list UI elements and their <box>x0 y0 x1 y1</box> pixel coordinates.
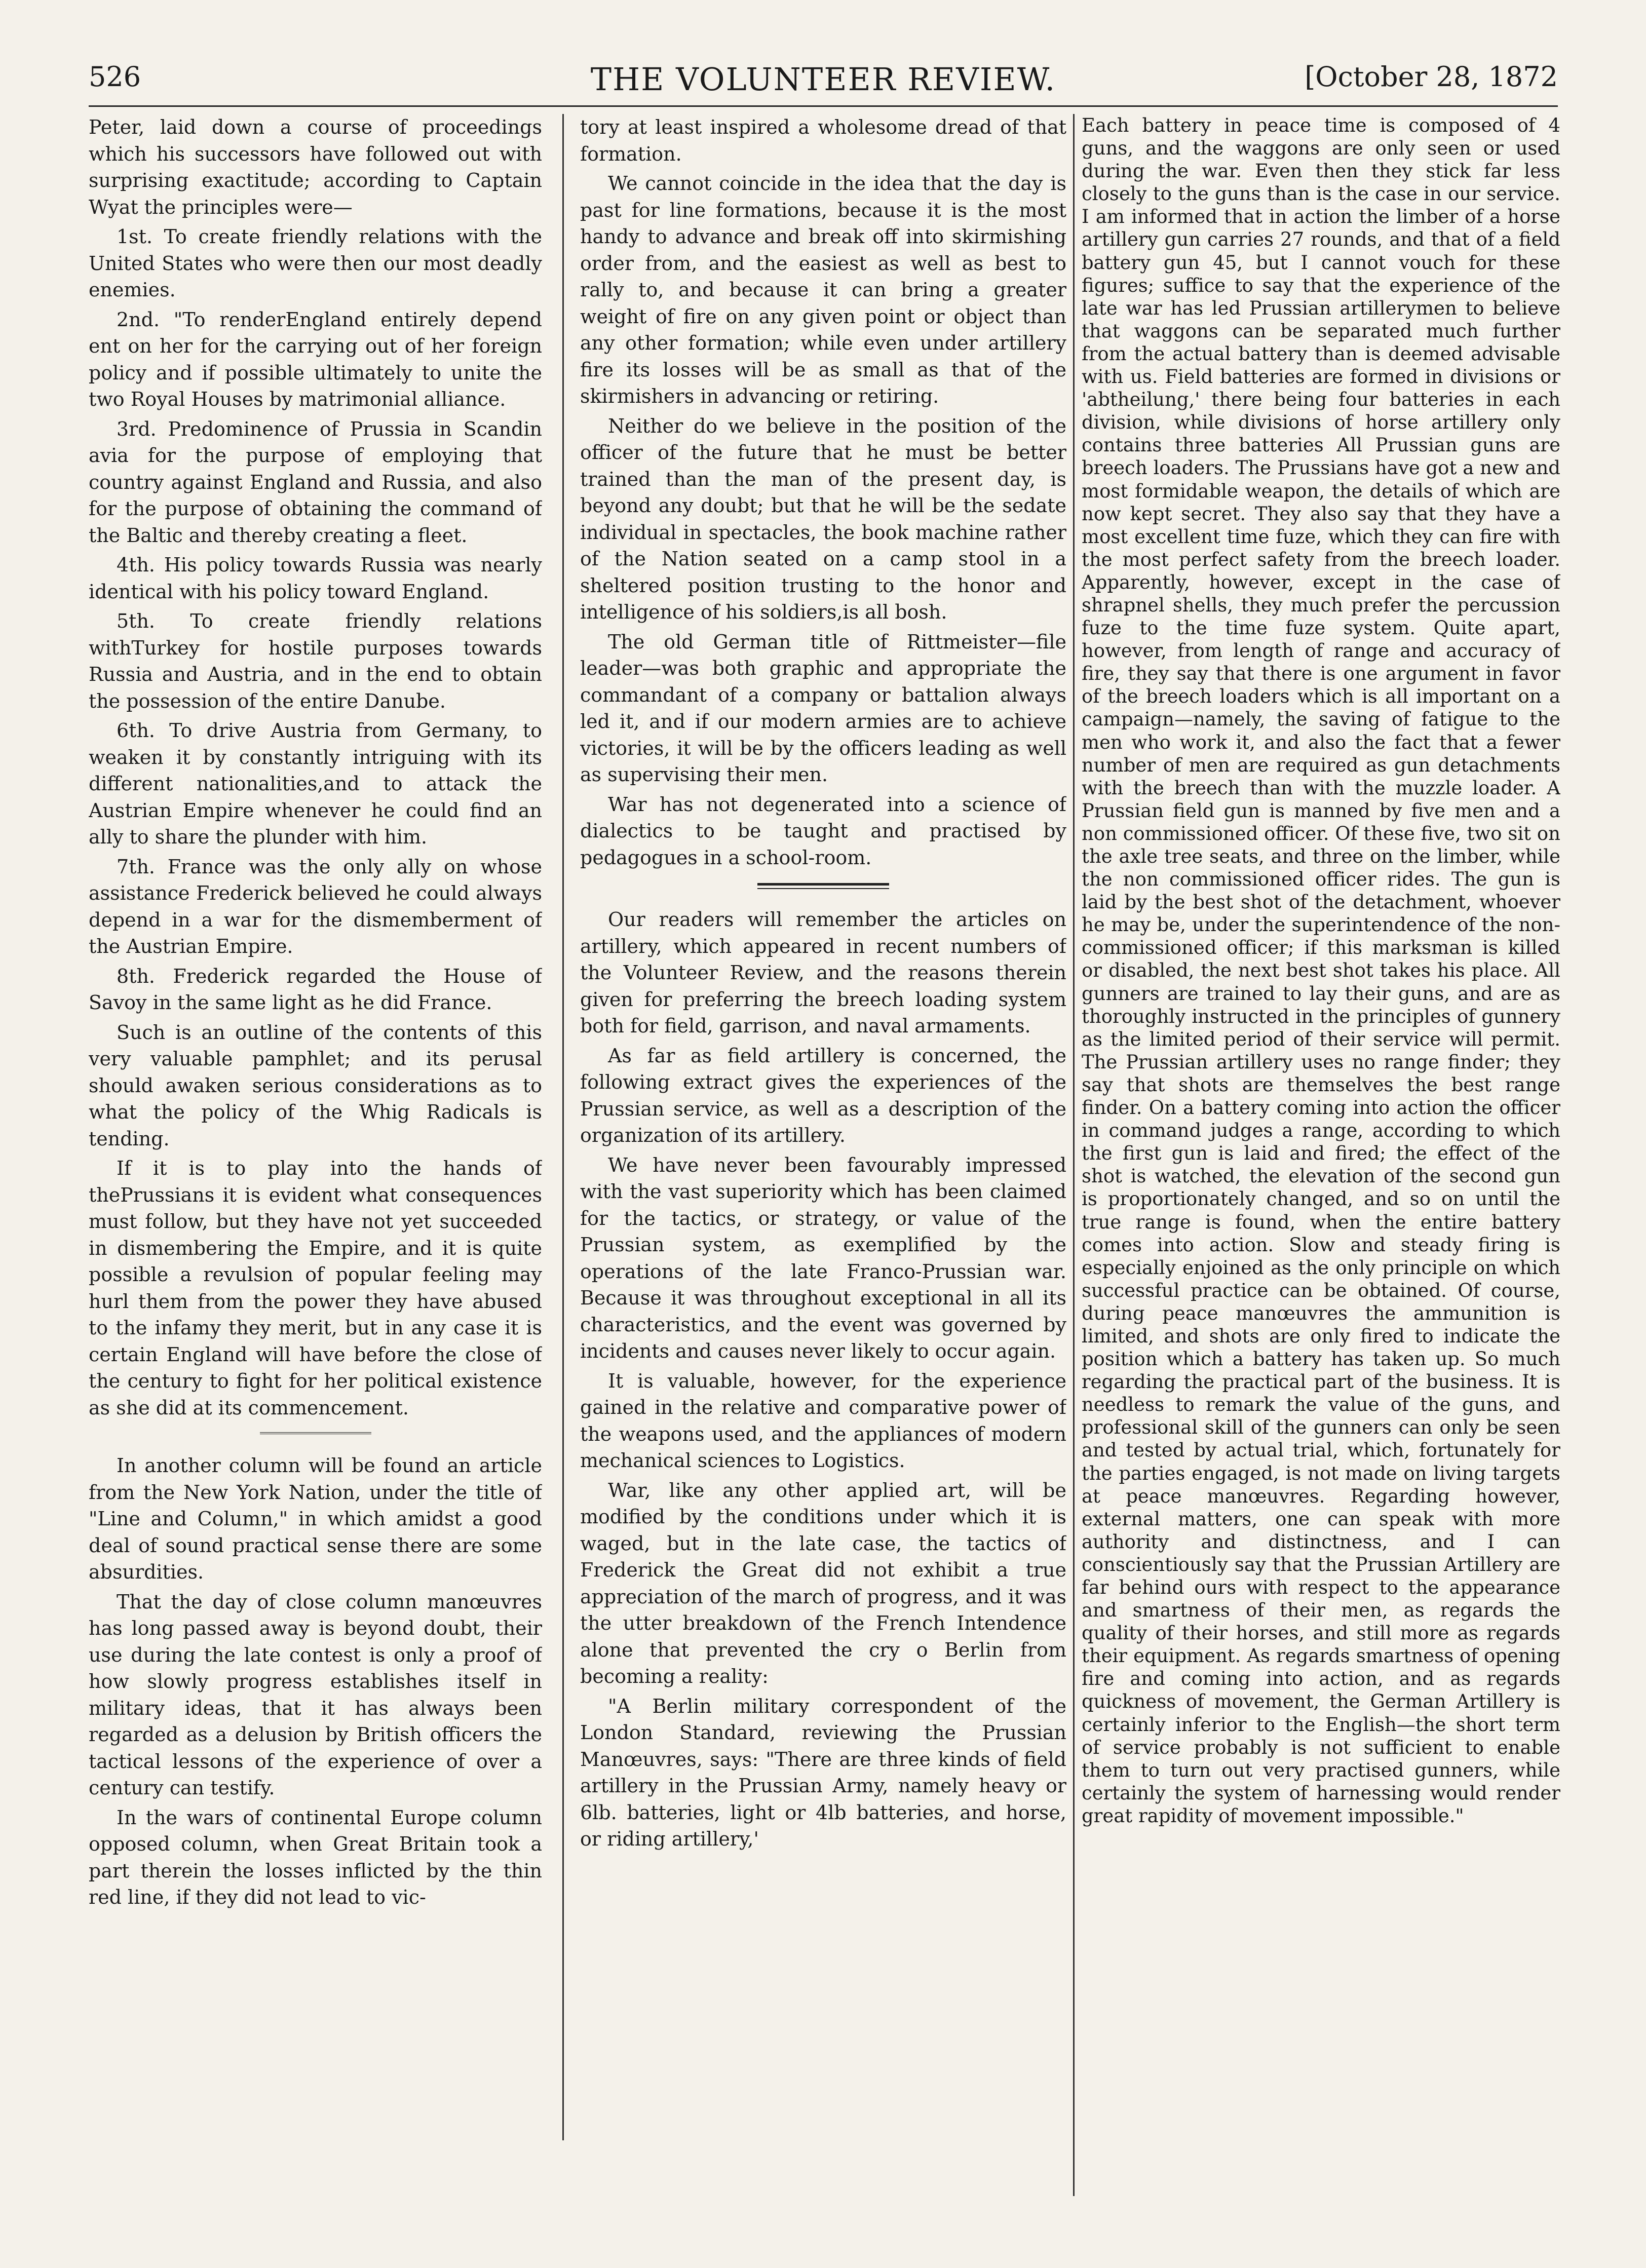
paragraph: War, like any other applied art, will be modified by the conditions under which it is waged, but in the late case, the tactics of Frederick the Great did not exhibit a true appreciation of the march of progress, and it was the utter breakdown of the French Intendence alone that prevented the cry o Berlin from becoming a reality: <box>580 1479 1066 1687</box>
header-rule <box>89 105 1558 107</box>
paragraph: It is valuable, however, for the experience gained in the relative and comparative power of the weapons used, and the appliances of modern mechanical sciences to Logistics. <box>580 1369 1066 1472</box>
column-divider-2 <box>1073 114 1075 2196</box>
paragraph: As far as field artillery is concerned, the following extract gives the experiences of the Prussian service, as well as a description of the organization of its artillery. <box>580 1044 1066 1146</box>
column-divider-1 <box>562 114 564 2140</box>
section-separator <box>260 1432 371 1437</box>
paragraph: Neither do we believe in the position of the officer of the future that he must be better trained than the man of the present day, is beyond any doubt; but that he will be the sedate individual in spectacles, the book machine rather of the Nation seated on a camp stool in a sheltered position trusting to the honor and intelligence of his soldiers,is all bosh. <box>580 414 1066 623</box>
paragraph: Such is an outline of the contents of this very valuable pamphlet; and its perusal should awaken serious considerations as to what the policy of the Whig Radicals is tending. <box>89 1021 542 1150</box>
paragraph: In another column will be found an article from the New York Nation, under the title of "Line and Column," in which amidst a good deal of sound practical sense there are some absurdities. <box>89 1454 542 1583</box>
paragraph: War has not degenerated into a science of dialectics to be taught and practised by pedagogues in a school-room. <box>580 793 1066 869</box>
paragraph: That the day of close column manœuvres has long passed away is beyond doubt, their use during the late contest is only a proof of how slowly progress establishes itself in military ideas, that it has always been regarded as a delusion by British officers the tactical lessons of the experience of over a century can testify. <box>89 1590 542 1799</box>
paragraph: We have never been favourably impressed with the vast superiority which has been claimed for the tactics, or strategy, or value of the Prussian system, as exemplified by the operations of the late Franco-Prussian war. Because it was throughout exceptional in all its characteristics, and the event was governed by incidents and causes never likely to occur again. <box>580 1154 1066 1362</box>
quote-continuation: Each battery in peace time is composed of 4 guns, and the waggons are only seen or used during the war. Even then they stick far less closely to the guns than is the case in our service. I am informed that in action the limber of a horse artillery gun carries 27 rounds, and that of a field battery gun 45, but I cannot vouch for these figures; suffice to say that the experience of the late war has led Prussian artillerymen to believe that waggons can be separated much further from the actual battery than is deemed advisable with us. Field batteries are formed in divisions or 'abtheilung,' there being four batteries in each division, while divisions of horse artillery only contains three batteries All Prussian guns are breech loaders. The Prussians have got a new and most formidable weapon, the details of which are now kept secret. They also say that they have a most excellent time fuze, which they can fire with the most perfect safety from the breech loader. Apparently, however, except in the case of shrapnel shells, they much prefer the percussion fuze to the time fuze system. Quite apart, however, from length of range and accuracy of fire, they say that there is one argument in favor of the breech loaders which is all important on a campaign—namely, the saving of fatigue to the men who work it, and also the fact that a fewer number of men are required as gun detachments with the breech than with the muzzle loader. A Prussian field gun is manned by five men and a non commissioned officer. Of these five, two sit on the axle tree seats, and three on the limber, while the non commissioned officer rides. The gun is laid by the best shot of the detachment, whoever he may be, under the superintendence of the non-commissioned officer; if this marksman is killed or disabled, the next best shot takes his place. All gunners are trained to lay their guns, and are as thoroughly instructed in the principles of gunnery as the limited period of their service will permit. The Prussian artillery uses no range finder; they say that shots are themselves the best range finder. On a battery coming into action the officer in command judges a range, according to which the first gun is laid and fired; the effect of the shot is watched, the elevation of the second gun is proportionately changed, and so on until the true range is found, when the entire battery comes into action. Slow and steady firing is especially enjoined as the only principle on which successful practice can be obtained. Of course, during peace manœuvres the ammunition is limited, and shots are only fired to indicate the position which a battery has taken up. So much regarding the practical part of the business. It is needless to remark the value of the guns, and professional skill of the gunners can only be seen and tested by actual trial, which, fortunately for the parties engaged, is not made on living targets at peace manœuvres. Regarding however, external matters, one can speak with more authority and distinctness, and I can conscientiously say that the Prussian Artillery are far behind ours with respect to the appearance and smartness of their men, as regards the quality of their horses, and still more as regards their equipment. As regards smartness of opening fire and coming into action, and as regards quickness of movement, the German Artillery is certainly inferior to the English—the short term of service probably is not sufficient to enable them to turn out very practised gunners, while certainly the system of harnessing would render great rapidity of movement impossible." <box>1082 114 1560 1827</box>
quote-paragraph: "A Berlin military correspondent of the London Standard, reviewing the Prussian Manœuvres, says: "There are three kinds of field artillery in the Prussian Army, namely heavy or 6lb. batteries, light or 4lb batteries, and horse, or riding artillery,' <box>580 1695 1066 1850</box>
principle-7: 7th. France was the only ally on whose assistance Frederick believed he could always depend in a war for the dismemberment of the Austrian Empire. <box>89 855 542 957</box>
paragraph: Peter, laid down a course of proceedings which his successors have followed out with surprising exactitude; according to Captain Wyat the principles were— <box>89 116 542 218</box>
principle-2: 2nd. "To renderEngland entirely depend ent on her for the carrying out of her foreign policy and if possible ultimately to unite the two Royal Houses by matrimonial alliance. <box>89 308 542 410</box>
paragraph: The old German title of Rittmeister—file leader—was both graphic and appropriate the commandant of a company or battalion always led it, and if our modern armies are to achieve victories, it will be by the officers leading as well as supervising their men. <box>580 630 1066 786</box>
paragraph: In the wars of continental Europe column opposed column, when Great Britain took a part therein the losses inflicted by the thin red line, if they did not lead to vic- <box>89 1806 542 1908</box>
issue-date: [October 28, 1872 <box>1305 61 1558 93</box>
principle-8: 8th. Frederick regarded the House of Savoy in the same light as he did France. <box>89 965 542 1014</box>
page-header <box>89 61 1558 106</box>
column-2 <box>580 114 1066 2186</box>
column-1 <box>89 114 542 2166</box>
paragraph: If it is to play into the hands of thePrussians it is evident what consequences must follow, but they have not yet succeeded in dismembering the Empire, and it is quite possible a revulsion of popular feeling may hurl them from the power they have abused to the infamy they merit, but in any case it is certain England will have before the close of the century to fight for her political existence as she did at its commencement. <box>89 1157 542 1419</box>
paragraph: Our readers will remember the articles on artillery, which appeared in recent numbers of the Volunteer Review, and the reasons therein given for preferring the breech loading system both for field, garrison, and naval armaments. <box>580 908 1066 1037</box>
journal-title: THE VOLUNTEER REVIEW. <box>590 61 1056 98</box>
principle-6: 6th. To drive Austria from Germany, to weaken it by constantly intriguing with its different nationalities,and to attack the Austrian Empire whenever he could find an ally to share the plunder with him. <box>89 719 542 848</box>
column-3 <box>1082 114 1560 2201</box>
principle-3: 3rd. Predominence of Prussia in Scandin avia for the purpose of employing that country against England and Russia, and also for the purpose of obtaining the command of the Baltic and thereby creating a fleet. <box>89 417 542 547</box>
paragraph: We cannot coincide in the idea that the day is past for line formations, because it is the most handy to advance and break off into skirmishing order from, and the easiest as well as best to rally to, and because it can bring a greater weight of fire on any given point or object than any other formation; while even under artillery fire its losses will be as small as that of the skirmishers in advancing or retiring. <box>580 172 1066 407</box>
section-separator <box>757 883 889 889</box>
principle-1: 1st. To create friendly relations with the United States who were then our most deadly enemies. <box>89 225 542 301</box>
page-number: 526 <box>89 61 141 93</box>
principle-4: 4th. His policy towards Russia was nearly identical with his policy toward England. <box>89 554 542 603</box>
principle-5: 5th. To create friendly relations withTurkey for hostile purposes towards Russia and Austria, and in the end to obtain the possession of the entire Danube. <box>89 610 542 712</box>
paragraph: tory at least inspired a wholesome dread of that formation. <box>580 116 1066 165</box>
